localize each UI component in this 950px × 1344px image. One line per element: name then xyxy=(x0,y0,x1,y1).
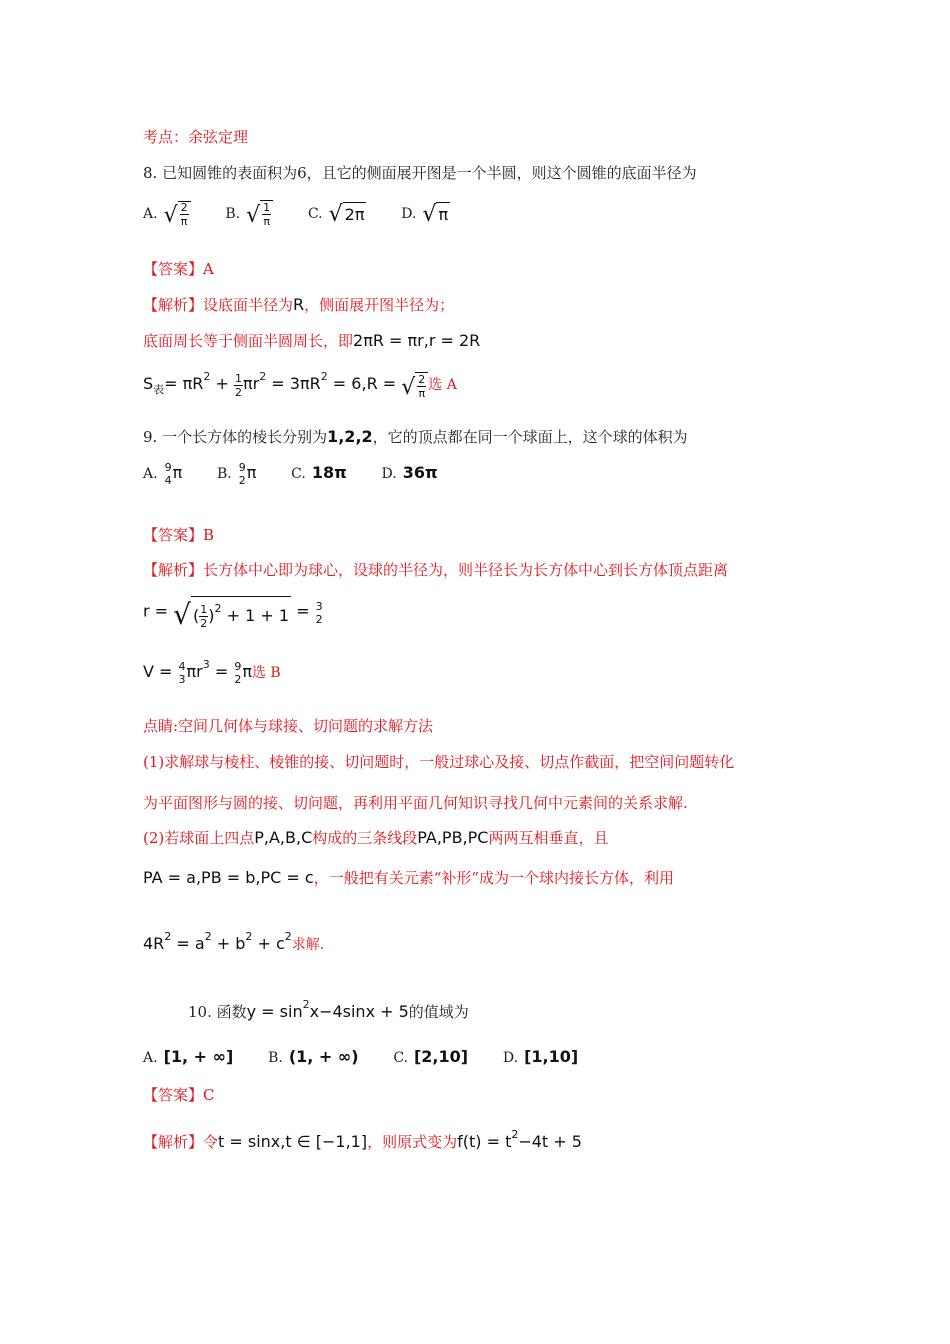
superscript: 2 xyxy=(164,930,172,943)
numerator: 1 xyxy=(263,201,271,214)
q9-stem xyxy=(143,426,688,448)
jiexi-text: 底面周长等于侧面半圆周长，即 xyxy=(143,332,354,350)
math-inline: t = sinx,t ∈ [−1,1] xyxy=(218,1132,368,1151)
math-part: = 6,R = xyxy=(327,374,402,393)
denominator: 2 xyxy=(234,673,242,686)
option-label: A. xyxy=(143,466,158,482)
dianjing-title: 点睛:空间几何体与球接、切问题的求解方法 xyxy=(143,717,434,735)
numerator: 1 xyxy=(200,603,208,616)
q8-answer: 【答案】A xyxy=(143,260,214,278)
denominator: 3 xyxy=(178,673,186,686)
pick-answer: 选 B xyxy=(251,665,281,681)
dianjing-line2: 为平面图形与圆的接、切问题，再利用平面几何知识寻找几何中元素间的关系求解. xyxy=(143,794,688,812)
superscript: 2 xyxy=(320,370,328,383)
q9-option-d[interactable] xyxy=(382,462,438,485)
option-body: (1, + ∞) xyxy=(288,1047,359,1066)
q8-jiexi-line2 xyxy=(143,330,480,352)
sqrt-expr: √ π xyxy=(422,201,449,227)
option-label: B. xyxy=(225,205,241,222)
math-part: = a xyxy=(171,934,205,953)
numerator: 2 xyxy=(418,372,426,386)
math-part: = xyxy=(209,662,234,681)
q10-option-a[interactable] xyxy=(143,1046,233,1069)
math-part: = 3πR xyxy=(266,374,321,393)
q10-option-b[interactable] xyxy=(268,1046,358,1069)
dianjing-line4 xyxy=(143,867,674,889)
numerator: 9 xyxy=(238,461,246,474)
math-part: −4t + 5 xyxy=(518,1132,582,1151)
sqrt-expr: √ $\frac{2}{\pi}$ xyxy=(164,201,191,227)
stem-text: 10. 函数 xyxy=(188,1003,247,1021)
math-inline: PA = a,PB = b,PC = c xyxy=(143,868,314,887)
dianjing-line1: (1)求解球与棱柱、棱锥的接、切问题时，一般过球心及接、切点作截面，把空间问题转化 xyxy=(143,753,735,771)
q8-surface-equation xyxy=(143,366,457,406)
numerator: 3 xyxy=(315,599,323,613)
q8-option-d[interactable] xyxy=(401,202,450,226)
math-part: = πR xyxy=(164,374,204,393)
numerator: 1 xyxy=(234,371,242,385)
q9-jiexi-line1 xyxy=(143,559,728,581)
option-label: A. xyxy=(143,205,158,222)
q8-option-a[interactable] xyxy=(143,201,191,227)
math-inline: 2πR = πr,r = 2R xyxy=(353,331,481,350)
option-label: C. xyxy=(291,466,306,482)
option-label: C. xyxy=(393,1050,408,1066)
option-label: D. xyxy=(502,1050,519,1066)
dianjing-line5 xyxy=(143,926,324,958)
numerator: 9 xyxy=(234,660,242,673)
math-part: + b xyxy=(211,934,246,953)
q10-option-d[interactable] xyxy=(503,1046,578,1069)
superscript: 2 xyxy=(284,930,292,943)
q8-option-c[interactable] xyxy=(308,202,367,226)
math-inline: P,A,B,C xyxy=(254,828,313,847)
sqrt-expr: √ $\frac{1}{\pi}$ xyxy=(246,200,273,227)
q8-option-b[interactable] xyxy=(225,200,273,227)
math-part: πr xyxy=(186,662,203,681)
superscript: 2 xyxy=(214,602,222,615)
numerator: 2 xyxy=(180,200,188,214)
option-body: [1,10] xyxy=(524,1047,579,1066)
pick-answer: 选 A xyxy=(428,377,457,393)
pi-symbol: π xyxy=(172,463,183,482)
superscript: 2 xyxy=(204,930,212,943)
math-inline: 1,2,2 xyxy=(327,427,373,446)
superscript: 2 xyxy=(511,1128,519,1141)
dianjing-text: (2)若球面上四点 xyxy=(143,829,255,847)
q8-options xyxy=(143,200,450,240)
numerator: 9 xyxy=(164,461,172,474)
kaodian-line: 考点：余弦定理 xyxy=(143,128,249,146)
option-label: D. xyxy=(381,466,397,482)
superscript: 2 xyxy=(302,998,310,1011)
math-inline: PA,PB,PC xyxy=(417,828,489,847)
jiexi-text: 令 xyxy=(203,1133,219,1151)
superscript: 2 xyxy=(259,370,267,383)
denominator: 2 xyxy=(315,612,323,626)
math-part: = xyxy=(291,601,315,621)
jiexi-text: 长方体中心即为球心，设球的半径为，则半径长为长方体中心到长方体顶点距离 xyxy=(203,561,729,579)
jiexi-head: 【解析】 xyxy=(143,1133,204,1151)
q9-volume-equation xyxy=(143,654,281,694)
q8-jiexi-line1 xyxy=(143,294,454,316)
radicand: 2π xyxy=(343,202,367,226)
math-part: y = sin xyxy=(246,1002,303,1021)
denominator: 2 xyxy=(238,474,246,487)
option-body: 18π xyxy=(311,463,347,482)
sqrt-expr: √ 2π xyxy=(328,201,365,227)
stem-text: ，它的顶点都在同一个球面上，这个球的体积为 xyxy=(372,428,688,446)
option-label: B. xyxy=(268,1050,283,1066)
sqrt-expr: √ ( $\frac{1}{2}$ )$^2$ + 1 + 1 xyxy=(173,598,290,631)
jiexi-text: 设底面半径为 xyxy=(203,296,294,314)
q10-stem xyxy=(188,994,469,1024)
math-part: x−4sinx + 5 xyxy=(309,1002,409,1021)
superscript: 2 xyxy=(203,370,211,383)
q9-option-a[interactable] xyxy=(143,462,182,486)
math-inline: R xyxy=(293,295,305,314)
jiexi-text: ，则原式变为 xyxy=(367,1133,458,1151)
q9-radius-equation xyxy=(143,596,324,640)
dianjing-text: 两两互相垂直，且 xyxy=(488,829,609,847)
math-part: 4R xyxy=(143,934,165,953)
q10-options xyxy=(143,1046,578,1069)
jiexi-head: 【解析】 xyxy=(143,561,204,579)
subscript: 表 xyxy=(153,383,165,396)
math-part: πr xyxy=(242,374,260,393)
superscript: 3 xyxy=(202,658,210,671)
stem-text: 9. 一个长方体的棱长分别为 xyxy=(143,428,328,446)
pi-symbol: π xyxy=(246,463,257,482)
q9-option-c[interactable] xyxy=(291,462,347,485)
math-part: + c xyxy=(252,934,285,953)
math-part: r = xyxy=(143,601,174,621)
option-label: B. xyxy=(216,466,232,482)
option-body: [2,10] xyxy=(413,1047,469,1066)
q10-jiexi-line1 xyxy=(143,1124,582,1154)
math-part: + 1 + 1 xyxy=(221,606,290,625)
denominator: 2 xyxy=(200,617,208,630)
jiexi-text: ，侧面展开图半径为； xyxy=(304,296,455,314)
q10-option-c[interactable] xyxy=(393,1046,468,1069)
math-part: V = xyxy=(143,662,178,681)
math-part: f(t) = t xyxy=(457,1132,512,1151)
denominator: 2 xyxy=(234,385,242,399)
jiexi-head: 【解析】 xyxy=(143,296,204,314)
numerator: 4 xyxy=(178,660,186,673)
sqrt-expr: √ $\frac{2}{\pi}$ xyxy=(401,372,428,399)
q9-answer: 【答案】B xyxy=(143,526,215,544)
math-part: π xyxy=(242,662,252,681)
option-body: 36π xyxy=(402,463,438,482)
denominator: π xyxy=(263,215,270,228)
dianjing-text: 求解. xyxy=(291,937,325,953)
superscript: 2 xyxy=(245,930,253,943)
math-part: + xyxy=(210,374,234,393)
option-label: C. xyxy=(307,205,323,222)
denominator: π xyxy=(180,214,188,228)
dianjing-text: 构成的三条线段 xyxy=(312,829,418,847)
stem-text: 的值域为 xyxy=(408,1003,469,1021)
q9-options xyxy=(143,462,438,502)
q10-answer: 【答案】C xyxy=(143,1086,215,1104)
q9-option-b[interactable] xyxy=(217,462,256,486)
dianjing-text: ，一般把有关元素“补形”成为一个球内接长方体，利用 xyxy=(313,869,675,887)
q8-stem: 8. 已知圆锥的表面积为6，且它的侧面展开图是一个半圆，则这个圆锥的底面半径为 xyxy=(143,164,697,182)
math-s: S xyxy=(143,374,154,393)
option-label: A. xyxy=(143,1050,158,1066)
option-label: D. xyxy=(401,205,417,222)
option-body: [1, + ∞] xyxy=(163,1047,234,1066)
denominator: 4 xyxy=(164,474,172,487)
dianjing-line3 xyxy=(143,827,608,849)
radicand: π xyxy=(436,202,450,226)
denominator: π xyxy=(418,386,426,400)
